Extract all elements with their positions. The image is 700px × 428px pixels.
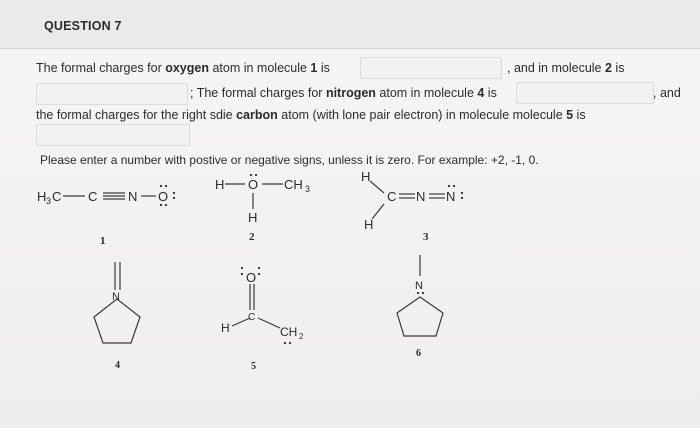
prompt-line-2: ; The formal charges for nitrogen atom in molecule 4 is xyxy=(190,86,497,100)
m6-lone-pairs xyxy=(417,292,424,294)
m1-atom-n: N xyxy=(128,189,138,204)
m1-atom-c-methyl: C xyxy=(52,189,62,204)
m6-atom-n: N xyxy=(415,280,423,292)
m2-atom-h-left: H xyxy=(215,177,225,192)
m5-atom-c: C xyxy=(248,312,256,323)
m1-atom-h: H xyxy=(37,189,47,204)
molecule-4-label: 4 xyxy=(115,360,120,371)
prompt-line-1: The formal charges for oxygen atom in molecule 1 is xyxy=(36,61,330,75)
molecule-3-label: 3 xyxy=(423,231,429,243)
m3-atom-c: C xyxy=(387,189,397,204)
m2-atom-ch3: CH xyxy=(284,177,303,192)
molecule-5-label: 5 xyxy=(251,361,256,372)
m1-atom-o: O xyxy=(158,189,169,204)
m5-atom-ch2: CH xyxy=(280,325,298,339)
m1-atom-h-subscript: 3 xyxy=(46,196,52,206)
m3-atom-h-bottom: H xyxy=(364,217,374,232)
m2-lone-pairs xyxy=(250,174,257,176)
m3-bond-h-c-bottom xyxy=(372,204,384,219)
m3-atom-h-top: H xyxy=(361,169,371,184)
m2-atom-o: O xyxy=(248,177,259,192)
m5-atom-o: O xyxy=(246,270,257,285)
m4-ring xyxy=(94,299,140,343)
m4-atom-n: N xyxy=(112,291,120,303)
prompt-line-2-continued: , and xyxy=(653,86,681,100)
m3-bond-h-c-top xyxy=(370,181,384,193)
m6-ring xyxy=(397,297,443,336)
molecule-2-label: 2 xyxy=(249,231,255,243)
m3-atom-n1: N xyxy=(416,189,426,204)
m1-atom-c: C xyxy=(88,189,98,204)
instruction-text: Please enter a number with postive or negative signs, unless it is zero. For example: +2, -1, 0. xyxy=(40,153,539,167)
m3-atom-n2: N xyxy=(446,189,456,204)
m2-atom-h-bottom: H xyxy=(248,210,258,225)
m2-atom-ch3-subscript: 3 xyxy=(305,184,311,194)
molecule-6-label: 6 xyxy=(416,348,421,359)
prompt-line-3: the formal charges for the right sdie carbon atom (with lone pair electron) in molecule molecule 5 is xyxy=(36,108,586,122)
question-title: QUESTION 7 xyxy=(44,19,122,33)
prompt-line-1-continued: , and in molecule 2 is xyxy=(507,61,625,75)
m5-atom-h: H xyxy=(221,321,230,335)
m5-atom-ch2-subscript: 2 xyxy=(299,332,304,341)
molecule-1-label: 1 xyxy=(100,235,106,247)
m5-bond-c-ch2 xyxy=(258,318,280,328)
